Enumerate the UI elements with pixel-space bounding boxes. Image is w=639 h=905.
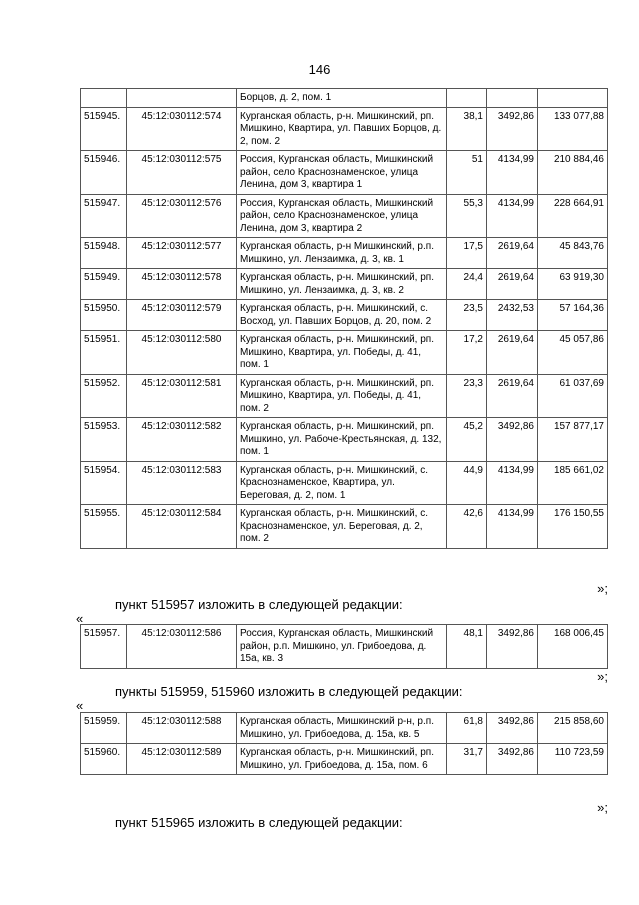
table-row <box>81 151 608 195</box>
cadastral-number-cell: 45:12:030112:576 <box>127 194 237 238</box>
row-number-cell: 515957. <box>81 625 127 669</box>
cadastral-price-cell: 2619,64 <box>487 238 538 269</box>
table-row <box>81 461 608 505</box>
cadastral-number-cell: 45:12:030112:583 <box>127 461 237 505</box>
table-row <box>81 713 608 744</box>
cadastral-value-cell <box>538 89 608 108</box>
row-number-cell: 515952. <box>81 374 127 418</box>
row-number-cell: 515948. <box>81 238 127 269</box>
row-number-cell: 515955. <box>81 505 127 549</box>
address-cell: Курганская область, р-н. Мишкинский, рп. Мишкино, ул. Лензаимка, д. 3, кв. 2 <box>237 269 447 300</box>
cadastral-value-cell: 133 077,88 <box>538 107 608 151</box>
table-row <box>81 238 608 269</box>
cadastral-price-cell: 2619,64 <box>487 374 538 418</box>
cadastral-number-cell: 45:12:030112:586 <box>127 625 237 669</box>
property-table-3 <box>80 712 608 775</box>
cadastral-value-cell: 185 661,02 <box>538 461 608 505</box>
area-cell: 51 <box>447 151 487 195</box>
cadastral-value-cell: 45 057,86 <box>538 331 608 375</box>
row-number-cell <box>81 89 127 108</box>
area-cell: 55,3 <box>447 194 487 238</box>
row-number-cell: 515951. <box>81 331 127 375</box>
area-cell: 31,7 <box>447 744 487 775</box>
cadastral-price-cell: 4134,99 <box>487 194 538 238</box>
cadastral-value-cell: 215 858,60 <box>538 713 608 744</box>
cadastral-price-cell: 3492,86 <box>487 625 538 669</box>
cadastral-number-cell: 45:12:030112:575 <box>127 151 237 195</box>
cadastral-value-cell: 228 664,91 <box>538 194 608 238</box>
cadastral-number-cell: 45:12:030112:588 <box>127 713 237 744</box>
row-number-cell: 515947. <box>81 194 127 238</box>
row-number-cell: 515954. <box>81 461 127 505</box>
table-row <box>81 374 608 418</box>
table-row <box>81 331 608 375</box>
opening-quote-1: « <box>76 611 84 626</box>
property-table-2 <box>80 624 608 669</box>
cadastral-price-cell: 3492,86 <box>487 744 538 775</box>
table-row <box>81 107 608 151</box>
cadastral-value-cell: 63 919,30 <box>538 269 608 300</box>
address-cell: Курганская область, р-н Мишкинский, р.п. Мишкино, ул. Лензаимка, д. 3, кв. 1 <box>237 238 447 269</box>
opening-quote-2: « <box>76 698 84 713</box>
table-row <box>81 269 608 300</box>
cadastral-value-cell: 176 150,55 <box>538 505 608 549</box>
cadastral-number-cell: 45:12:030112:574 <box>127 107 237 151</box>
cadastral-value-cell: 57 164,36 <box>538 300 608 331</box>
address-cell: Курганская область, р-н. Мишкинский, рп. Мишкино, Квартира, ул. Победы, д. 41, пом. 2 <box>237 374 447 418</box>
cadastral-value-cell: 61 037,69 <box>538 374 608 418</box>
cadastral-number-cell <box>127 89 237 108</box>
amendment-paragraph-3: пункт 515965 изложить в следующей редакции: <box>115 815 403 830</box>
cadastral-value-cell: 210 884,46 <box>538 151 608 195</box>
area-cell: 23,5 <box>447 300 487 331</box>
address-cell: Курганская область, Мишкинский р-н, р.п. Мишкино, ул. Грибоедова, д. 15а, кв. 5 <box>237 713 447 744</box>
row-number-cell: 515959. <box>81 713 127 744</box>
row-number-cell: 515949. <box>81 269 127 300</box>
cadastral-price-cell: 3492,86 <box>487 107 538 151</box>
cadastral-number-cell: 45:12:030112:579 <box>127 300 237 331</box>
table-row <box>81 300 608 331</box>
amendment-paragraph-1: пункт 515957 изложить в следующей редакции: <box>115 597 403 612</box>
address-cell: Россия, Курганская область, Мишкинский район, р.п. Мишкино, ул. Грибоедова, д. 15а, кв. 3 <box>237 625 447 669</box>
cadastral-price-cell: 2619,64 <box>487 269 538 300</box>
cadastral-number-cell: 45:12:030112:582 <box>127 418 237 462</box>
address-cell: Россия, Курганская область, Мишкинский район, село Краснознаменское, улица Ленина, дом 3, квартира 1 <box>237 151 447 195</box>
cadastral-price-cell: 4134,99 <box>487 151 538 195</box>
closing-quote-3: »; <box>597 800 608 815</box>
address-cell: Курганская область, р-н. Мишкинский, с. Восход, ул. Павших Борцов, д. 20, пом. 2 <box>237 300 447 331</box>
cadastral-price-cell: 2619,64 <box>487 331 538 375</box>
cadastral-value-cell: 168 006,45 <box>538 625 608 669</box>
address-cell: Курганская область, р-н. Мишкинский, с. Краснознаменское, Квартира, ул. Береговая, д. 2, пом. 1 <box>237 461 447 505</box>
property-table-1 <box>80 88 608 549</box>
row-number-cell: 515945. <box>81 107 127 151</box>
cadastral-number-cell: 45:12:030112:578 <box>127 269 237 300</box>
row-number-cell: 515946. <box>81 151 127 195</box>
cadastral-number-cell: 45:12:030112:581 <box>127 374 237 418</box>
closing-quote-2: »; <box>597 669 608 684</box>
cadastral-price-cell: 3492,86 <box>487 418 538 462</box>
cadastral-number-cell: 45:12:030112:589 <box>127 744 237 775</box>
cadastral-price-cell <box>487 89 538 108</box>
cadastral-value-cell: 157 877,17 <box>538 418 608 462</box>
table-row <box>81 194 608 238</box>
cadastral-number-cell: 45:12:030112:584 <box>127 505 237 549</box>
cadastral-value-cell: 110 723,59 <box>538 744 608 775</box>
cadastral-value-cell: 45 843,76 <box>538 238 608 269</box>
address-cell: Курганская область, р-н. Мишкинский, рп. Мишкино, ул. Грибоедова, д. 15а, пом. 6 <box>237 744 447 775</box>
address-cell: Россия, Курганская область, Мишкинский район, село Краснознаменское, улица Ленина, дом 3, квартира 2 <box>237 194 447 238</box>
cadastral-price-cell: 2432,53 <box>487 300 538 331</box>
table-row <box>81 89 608 108</box>
address-cell: Борцов, д. 2, пом. 1 <box>237 89 447 108</box>
table-row <box>81 625 608 669</box>
cadastral-price-cell: 4134,99 <box>487 505 538 549</box>
page-number: 146 <box>308 62 331 77</box>
area-cell: 23,3 <box>447 374 487 418</box>
area-cell: 48,1 <box>447 625 487 669</box>
address-cell: Курганская область, р-н. Мишкинский, рп. Мишкино, Квартира, ул. Павших Борцов, д. 2, пом. 2 <box>237 107 447 151</box>
area-cell: 44,9 <box>447 461 487 505</box>
address-cell: Курганская область, р-н. Мишкинский, с. Краснознаменское, ул. Береговая, д. 2, пом. 2 <box>237 505 447 549</box>
closing-quote-1: »; <box>597 581 608 596</box>
area-cell: 45,2 <box>447 418 487 462</box>
amendment-paragraph-2: пункты 515959, 515960 изложить в следующей редакции: <box>115 684 463 699</box>
area-cell: 42,6 <box>447 505 487 549</box>
table-row <box>81 418 608 462</box>
address-cell: Курганская область, р-н. Мишкинский, рп. Мишкино, Квартира, ул. Победы, д. 41, пом. 1 <box>237 331 447 375</box>
table-row <box>81 505 608 549</box>
area-cell <box>447 89 487 108</box>
row-number-cell: 515960. <box>81 744 127 775</box>
cadastral-price-cell: 4134,99 <box>487 461 538 505</box>
address-cell: Курганская область, р-н. Мишкинский, рп. Мишкино, ул. Рабоче-Крестьянская, д. 132, пом. 1 <box>237 418 447 462</box>
area-cell: 17,5 <box>447 238 487 269</box>
cadastral-price-cell: 3492,86 <box>487 713 538 744</box>
table-row <box>81 744 608 775</box>
area-cell: 24,4 <box>447 269 487 300</box>
area-cell: 38,1 <box>447 107 487 151</box>
row-number-cell: 515953. <box>81 418 127 462</box>
row-number-cell: 515950. <box>81 300 127 331</box>
area-cell: 61,8 <box>447 713 487 744</box>
area-cell: 17,2 <box>447 331 487 375</box>
cadastral-number-cell: 45:12:030112:580 <box>127 331 237 375</box>
cadastral-number-cell: 45:12:030112:577 <box>127 238 237 269</box>
